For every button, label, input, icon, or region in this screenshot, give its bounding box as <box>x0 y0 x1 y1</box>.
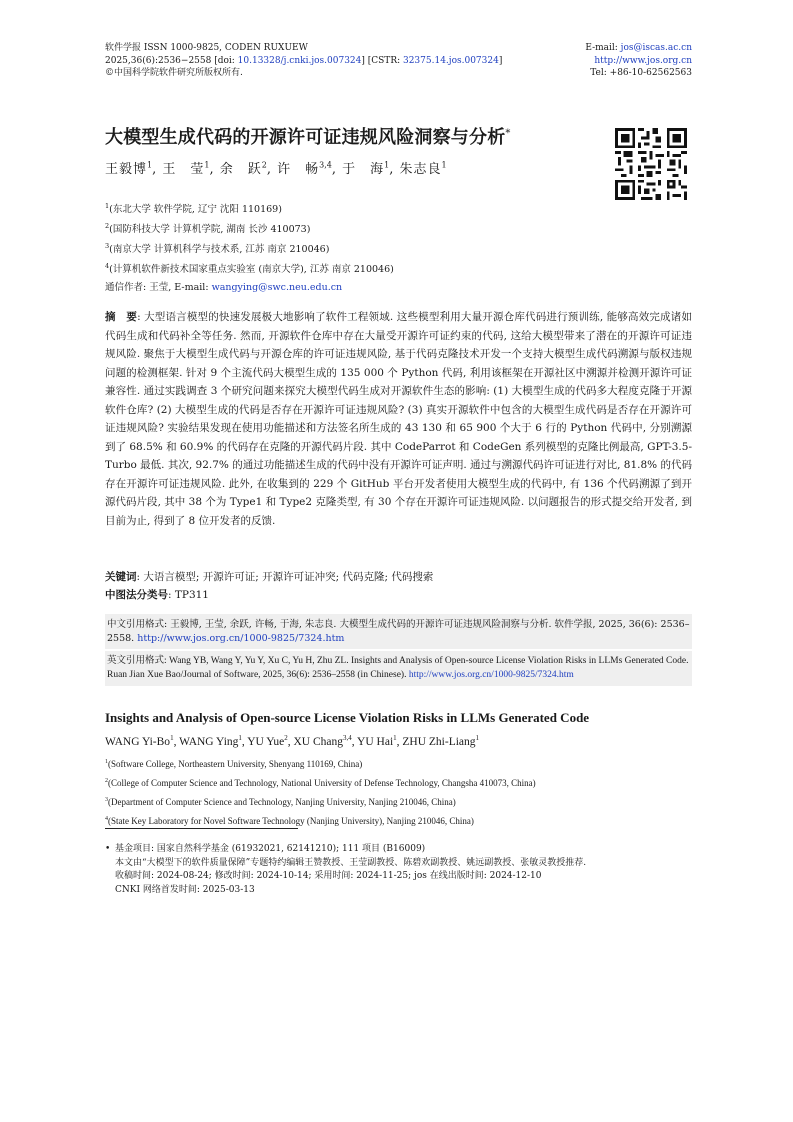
author-affiliation-mark: 2 <box>284 734 288 742</box>
author-affiliation-mark: 3,4 <box>342 734 352 742</box>
funding-line: • 基金项目: 国家自然科学基金 (61932021, 62141210); 111 项目 (B16009) <box>105 844 426 854</box>
journal-website-link[interactable]: http://www.jos.org.cn <box>594 55 692 66</box>
author-affiliation-mark: 3,4 <box>319 160 332 170</box>
author-name: WANG Ying <box>179 735 239 748</box>
journal-email-link[interactable]: jos@iscas.ac.cn <box>620 43 692 53</box>
affiliation-text: (国防科技大学 计算机学院, 湖南 长沙 410073) <box>109 224 311 236</box>
journal-header-left <box>105 42 525 80</box>
author-name: 许 畅 <box>277 162 320 177</box>
journal-header-right <box>472 42 692 80</box>
citation-cn-link[interactable]: http://www.jos.org.cn/1000-9825/7324.htm <box>137 632 345 644</box>
journal-email-line: E-mail: jos@iscas.ac.cn <box>585 43 692 53</box>
affiliation-line <box>105 773 536 792</box>
affiliation-mark: 1 <box>105 202 110 210</box>
paper-title-en: Insights and Analysis of Open-source License Violation Risks in LLMs Generated Code <box>105 710 590 725</box>
author-name: ZHU Zhi-Liang <box>402 735 476 748</box>
author-name: YU Hai <box>357 735 394 748</box>
dates-line: 收稿时间: 2024-08-24; 修改时间: 2024-10-14; 采用时间: 2024-11-25; jos 在线出版时间: 2024-12-10 <box>115 871 542 881</box>
journal-tel: Tel: +86-10-62562563 <box>590 68 692 78</box>
author-list-cn: 王毅博$^1$, 王 莹$^1$, 余 跃$^2$, 许 畅$^{3,4}$, 于 海$^1$, 朱志良$^1$ <box>105 160 447 177</box>
cstr-link[interactable]: 32375.14.jos.007324 <box>402 55 499 66</box>
citation-en: 英文引用格式: Wang YB, Wang Y, Yu Y, Xu C, Yu H, Zhu ZL. Insights and Analysis of Open-source License Violation Risks in LLMs Generated Code. Ruan Jian Xue Bao/Journal of Software, 2025, 36(6): 2536–2558 (in Chinese). http://www.jos.org.cn/1000-9825/7324.htm <box>105 651 692 686</box>
recommendation-line: 本文由“大模型下的软件质量保障”专题特约编辑王赞教授、王莹副教授、陈碧欢副教授、姚远副教授、张敏灵教授推荐. <box>115 857 587 868</box>
affiliations-cn <box>105 198 394 296</box>
author-name: 王毅博 <box>105 162 148 177</box>
clc-line: 中图法分类号: TP311 <box>105 589 209 601</box>
author-name: WANG Yi-Bo <box>105 735 171 748</box>
affiliation-mark: 4 <box>105 262 110 271</box>
affiliation-mark: 4 <box>105 816 108 822</box>
affiliation-mark: 3 <box>105 242 110 251</box>
author-list-en: WANG Yi-Bo$^1$, WANG Ying$^1$, YU Yue$^2$, XU Chang$^{3,4}$, YU Hai$^1$, ZHU Zhi-Liang$^1$ <box>105 734 480 748</box>
author-affiliation-mark: 1 <box>238 734 242 742</box>
affiliation-mark: 1 <box>105 759 108 765</box>
author-name: 余 跃 <box>219 162 262 177</box>
citation-block <box>105 614 692 686</box>
affiliation-text: (东北大学 软件学院, 辽宁 沈阳 110169) <box>109 204 282 216</box>
abstract-text: : 大型语言模型的快速发展极大地影响了软件工程领域. 这些模型利用大量开源仓库代码进行预训练, 能够高效完成诸如代码生成和代码补全等任务. 然而, 开源软件仓库中存在大量受开源许可证约束的代码, 这给大模型带来了潜在的开源许可证违规风险. 聚焦于大模型生成代码与开源仓库的许可证违规风险, 基于代码克隆技术开发一个支持大模型生成代码溯源与版权违规问题的检测框架. 针对 9 个主流代码大模型生成的 135 000 个 Python 代码, 利用该框架在开源社区中溯源并检测开源许可证兼容性. 通过实践调查 3 个研究问题来探究大模型代码生成对开源软件生态的影响: (1) 大模型生成的代码多大程度克隆于开源软件仓库? (2) 大模型生成的代码是否存在开源许可证违规风险? (3) 真实开源软件中包含的大模型生成代码是否存在开源许可证违规风险? 实验结果发现在使用功能描述和方法签名所生成的 43 130 和 65 900 个大于 6 行的 Python 代码中, 分别溯源到了 68.5% 和 60.9% 的代码存在克隆的开源代码片段. 其中 CodeParrot 和 CodeGen 系列模型的克隆比例最高, GPT-3.5-Turbo 最低. 其次, 92.7% 的通过功能描述生成的代码中没有开源许可证声明. 通过与溯源代码许可证进行对比, 81.8% 的代码存在开源许可证违规风险. 此外, 在收集到的 229 个 GitHub 平台开发者使用大模型生成的代码中, 有 136 个代码溯源了到开源代码片段, 其中 38 个为 Type1 和 Type2 克隆类型, 有 30 个存在开源许可证违规风险. 以问题报告的形式提交给开发者, 到目前为止, 得到了 8 位开发者的反馈. <box>105 311 692 527</box>
affiliation-text: (State Key Laboratory for Novel Software Technology (Nanjing University), Nanjing 210046, China) <box>108 816 474 826</box>
affiliation-mark: 2 <box>105 778 108 784</box>
doi-link[interactable]: 10.13328/j.cnki.jos.007324 <box>237 55 362 66</box>
abstract-label: 摘 要 <box>105 311 138 323</box>
author-name: YU Yue <box>247 735 285 748</box>
author-name: 王 莹 <box>162 162 205 177</box>
citation-cn: 中文引用格式: 王毅博, 王莹, 余跃, 许畅, 于海, 朱志良. 大模型生成代码的开源许可证违规风险洞察与分析. 软件学报, 2025, 36(6): 2536–2558. http://www.jos.org.cn/1000-9825/7324.htm <box>105 614 692 649</box>
cnki-date-line: CNKI 网络首发时间: 2025-03-13 <box>115 884 255 895</box>
author-affiliation-mark: 1 <box>204 160 210 170</box>
author-affiliation-mark: 1 <box>147 160 153 170</box>
author-affiliation-mark: 1 <box>475 734 480 742</box>
affiliation-text: (Software College, Northeastern University, Shenyang 110169, China) <box>108 759 363 769</box>
journal-issn-line: 软件学报 ISSN 1000-9825, CODEN RUXUEW <box>105 43 308 53</box>
affiliations-en <box>105 754 536 830</box>
paper-title-cn: 大模型生成代码的开源许可证违规风险洞察与分析* <box>105 127 511 148</box>
footnote-block <box>105 843 586 897</box>
affiliation-line <box>105 198 394 218</box>
author-name: 朱志良 <box>399 162 442 177</box>
affiliation-line <box>105 258 394 278</box>
affiliation-text: (College of Computer Science and Technology, National University of Defense Technology, Changsha 410073, China) <box>108 778 536 788</box>
citation-en-link[interactable]: http://www.jos.org.cn/1000-9825/7324.htm <box>408 669 574 680</box>
keywords-line: 关键词: 大语言模型; 开源许可证; 开源许可证冲突; 代码克隆; 代码搜索 <box>105 571 434 583</box>
author-affiliation-mark: 2 <box>261 160 267 170</box>
author-name: XU Chang <box>293 735 343 748</box>
author-affiliation-mark: 1 <box>441 160 447 170</box>
corresponding-author: 通信作者: 王莹, E-mail: wangying@swc.neu.edu.cn <box>105 281 343 293</box>
copyright-line: ©中国科学院软件研究所版权所有. <box>105 68 243 78</box>
affiliation-text: (南京大学 计算机科学与技术系, 江苏 南京 210046) <box>109 244 330 256</box>
affiliation-mark: 3 <box>105 797 108 803</box>
journal-doi-line: 2025,36(6):2536−2558 [doi: 10.13328/j.cnki.jos.007324] [CSTR: 32375.14.jos.007324] <box>105 55 503 66</box>
affiliation-mark: 2 <box>105 222 110 231</box>
abstract-cn <box>105 308 692 530</box>
title-footnote-mark: * <box>505 128 511 139</box>
author-affiliation-mark: 1 <box>393 734 397 742</box>
author-affiliation-mark: 1 <box>170 734 174 742</box>
qr-code-icon[interactable] <box>615 128 687 200</box>
affiliation-text: (计算机软件新技术国家重点实验室 (南京大学), 江苏 南京 210046) <box>109 264 394 276</box>
affiliation-line <box>105 218 394 238</box>
keywords-block <box>105 568 692 604</box>
affiliation-line <box>105 238 394 258</box>
author-affiliation-mark: 1 <box>384 160 390 170</box>
affiliation-text: (Department of Computer Science and Technology, Nanjing University, Nanjing 210046, China) <box>108 797 456 807</box>
affiliation-line <box>105 792 536 811</box>
author-name: 于 海 <box>342 162 385 177</box>
affiliation-line <box>105 754 536 773</box>
corresponding-email-link[interactable]: wangying@swc.neu.edu.cn <box>211 281 343 293</box>
footnote-divider <box>105 828 298 829</box>
